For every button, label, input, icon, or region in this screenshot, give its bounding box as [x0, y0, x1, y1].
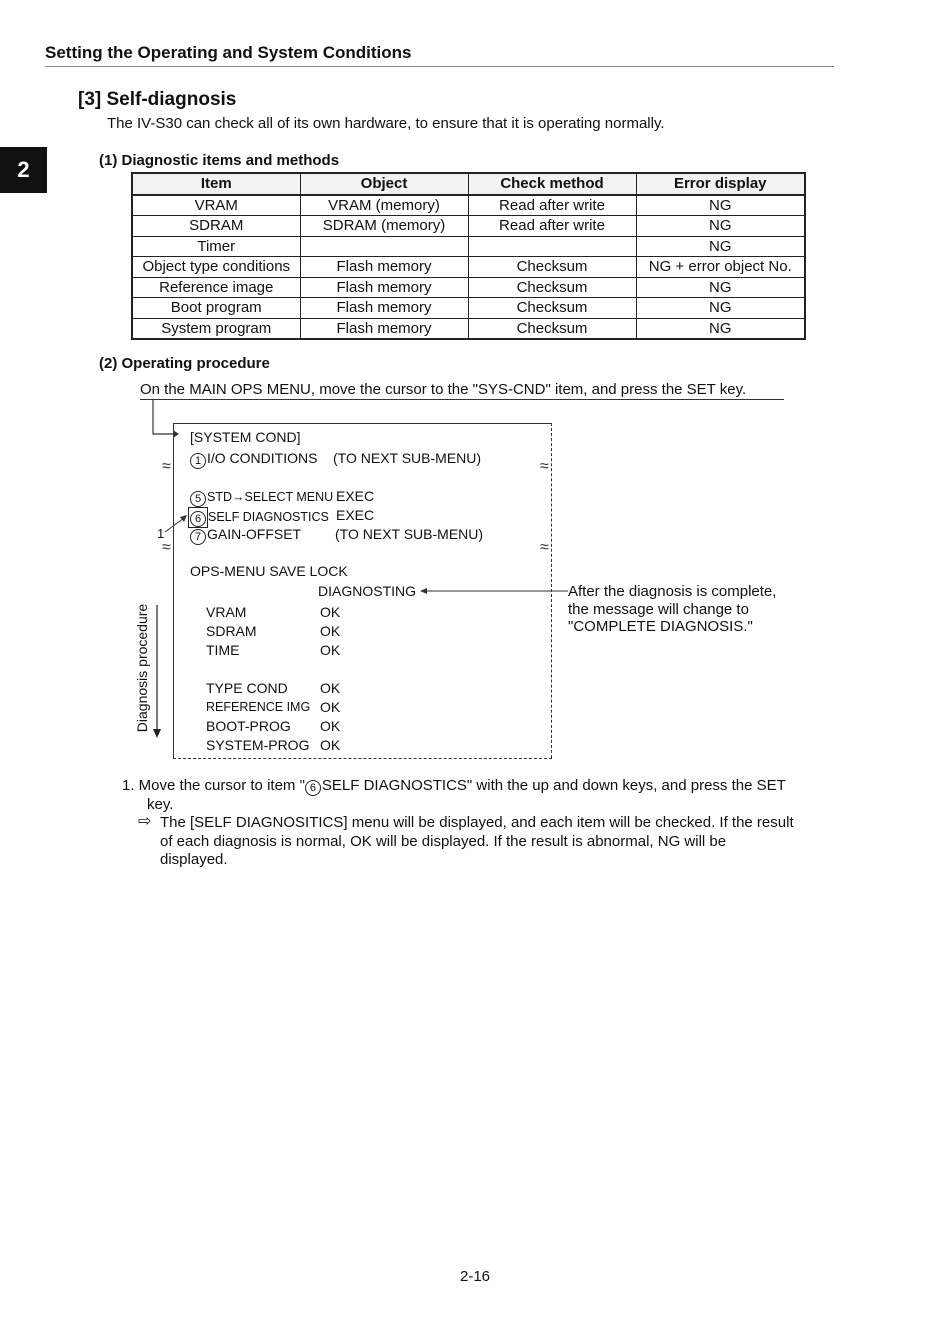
menu-item-label: GAIN-OFFSET [207, 526, 302, 542]
table-cell [468, 236, 636, 257]
column-header: Error display [636, 173, 805, 195]
callout-note-line: the message will change to [568, 600, 749, 618]
table-row [132, 257, 805, 278]
step-marker: 1 [157, 526, 165, 541]
table-row [132, 236, 805, 257]
table-cell: System program [132, 318, 300, 339]
break-mark-icon: ≈ [540, 539, 549, 556]
result-label: SYSTEM-PROG [206, 737, 310, 753]
result-line: The [SELF DIAGNOSITICS] menu will be displayed, and each item will be checked. If the result [160, 814, 794, 831]
result-arrow-icon: ⇨ [138, 813, 152, 830]
step-1-continuation: key. [147, 796, 174, 813]
callout-note-line: "COMPLETE DIAGNOSIS." [568, 618, 753, 635]
result-line: displayed. [160, 851, 228, 868]
table-row [132, 298, 805, 319]
table-cell: NG [636, 195, 805, 216]
column-header: Check method [468, 173, 636, 195]
table-cell: Flash memory [300, 257, 468, 278]
table-cell: Object type conditions [132, 257, 300, 278]
menu-item-gain-offset [190, 526, 301, 545]
screen-border-top [173, 423, 552, 424]
result-line: of each diagnosis is normal, OK will be displayed. If the result is abnormal, NG will be [160, 832, 727, 850]
break-mark-icon: ≈ [162, 458, 171, 475]
number-6-icon: 6 [190, 511, 206, 527]
table-cell [300, 236, 468, 257]
diagnosis-procedure-label: Diagnosis procedure [134, 603, 150, 733]
table-row [132, 318, 805, 339]
step-1 [122, 777, 786, 796]
cursor-box [188, 507, 208, 528]
table-cell: NG [636, 318, 805, 339]
procedure-lead-underline [140, 399, 784, 400]
table-cell: SDRAM (memory) [300, 216, 468, 237]
header-rule [45, 66, 834, 67]
table-cell: NG + error object No. [636, 257, 805, 278]
subsection-title-operating-procedure: (2) Operating procedure [99, 355, 270, 372]
result-value: OK [320, 623, 341, 639]
section-intro: The IV-S30 can check all of its own hardware, to ensure that it is operating normally. [107, 115, 665, 132]
table-cell: NG [636, 298, 805, 319]
table-cell: NG [636, 277, 805, 298]
menu-item-label: I/O CONDITIONS [207, 450, 318, 466]
table-cell: VRAM (memory) [300, 195, 468, 216]
menu-item-std-select [190, 488, 333, 507]
table-cell: NG [636, 216, 805, 237]
table-cell: Timer [132, 236, 300, 257]
table-row [132, 195, 805, 216]
menu-item-io-conditions [190, 450, 317, 469]
running-header: Setting the Operating and System Conditions [45, 43, 412, 62]
table-cell: Read after write [468, 195, 636, 216]
callout-arrow [418, 584, 570, 598]
result-value: OK [320, 737, 341, 753]
result-label: TIME [206, 642, 240, 658]
column-header: Item [132, 173, 300, 195]
result-paragraph [160, 814, 794, 870]
page-number: 2-16 [459, 1268, 491, 1285]
step-pointer-arrow [163, 512, 191, 536]
procedure-down-arrow [150, 605, 164, 740]
table-cell: Checksum [468, 298, 636, 319]
table-cell: Read after write [468, 216, 636, 237]
diagnostic-table [131, 172, 806, 340]
result-value: OK [320, 642, 341, 658]
result-value: OK [320, 699, 341, 715]
table-row [132, 277, 805, 298]
number-5-icon: 5 [190, 491, 206, 507]
result-label: BOOT-PROG [206, 718, 291, 734]
lead-connector-arrow [140, 399, 180, 439]
result-label: REFERENCE IMG [206, 700, 311, 714]
menu-item-label: STD→SELECT MENU [207, 490, 334, 504]
callout-note-line: After the diagnosis is complete, [568, 583, 777, 600]
screen-border-bottom [173, 758, 552, 759]
table-cell: SDRAM [132, 216, 300, 237]
result-label: TYPE COND [206, 680, 288, 696]
procedure-lead: On the MAIN OPS MENU, move the cursor to the "SYS-CND" item, and press the SET key. [140, 381, 747, 398]
table-cell: Checksum [468, 277, 636, 298]
result-value: OK [320, 680, 341, 696]
section-title: [3] Self-diagnosis [78, 89, 237, 110]
table-cell: Flash memory [300, 298, 468, 319]
number-1-icon: 1 [190, 453, 206, 469]
menu-item-value: (TO NEXT SUB-MENU) [335, 526, 484, 542]
table-cell: Checksum [468, 257, 636, 278]
table-cell: Flash memory [300, 318, 468, 339]
result-value: OK [320, 604, 341, 620]
table-cell: NG [636, 236, 805, 257]
diagnosing-status: DIAGNOSTING [318, 583, 417, 599]
result-value: OK [320, 718, 341, 734]
table-row [132, 216, 805, 237]
break-mark-icon: ≈ [162, 539, 171, 556]
menu-item-value: EXEC [336, 488, 375, 504]
result-label: VRAM [206, 604, 247, 620]
callout-note [568, 583, 776, 636]
menu-item-value: (TO NEXT SUB-MENU) [333, 450, 482, 466]
screen-footer-menu: OPS-MENU SAVE LOCK [190, 563, 348, 579]
column-header: Object [300, 173, 468, 195]
break-mark-icon: ≈ [540, 458, 549, 475]
step-text: 1. Move the cursor to item " [122, 777, 305, 794]
menu-item-label: SELF DIAGNOSTICS [208, 510, 329, 524]
step-text: SELF DIAGNOSTICS" with the up and down keys, and press the SET [321, 777, 786, 794]
number-6-icon: 6 [305, 780, 321, 796]
table-cell: Flash memory [300, 277, 468, 298]
screen-title: [SYSTEM COND] [190, 429, 301, 445]
result-label: SDRAM [206, 623, 257, 639]
table-cell: Checksum [468, 318, 636, 339]
number-7-icon: 7 [190, 529, 206, 545]
menu-item-self-diagnostics [188, 507, 329, 528]
table-cell: Reference image [132, 277, 300, 298]
chapter-tab: 2 [0, 147, 47, 193]
table-header-row [132, 173, 805, 195]
screen-border-left [173, 423, 174, 758]
table-cell: VRAM [132, 195, 300, 216]
menu-item-value: EXEC [336, 507, 375, 523]
subsection-title-diagnostic-items: (1) Diagnostic items and methods [99, 152, 340, 169]
table-cell: Boot program [132, 298, 300, 319]
